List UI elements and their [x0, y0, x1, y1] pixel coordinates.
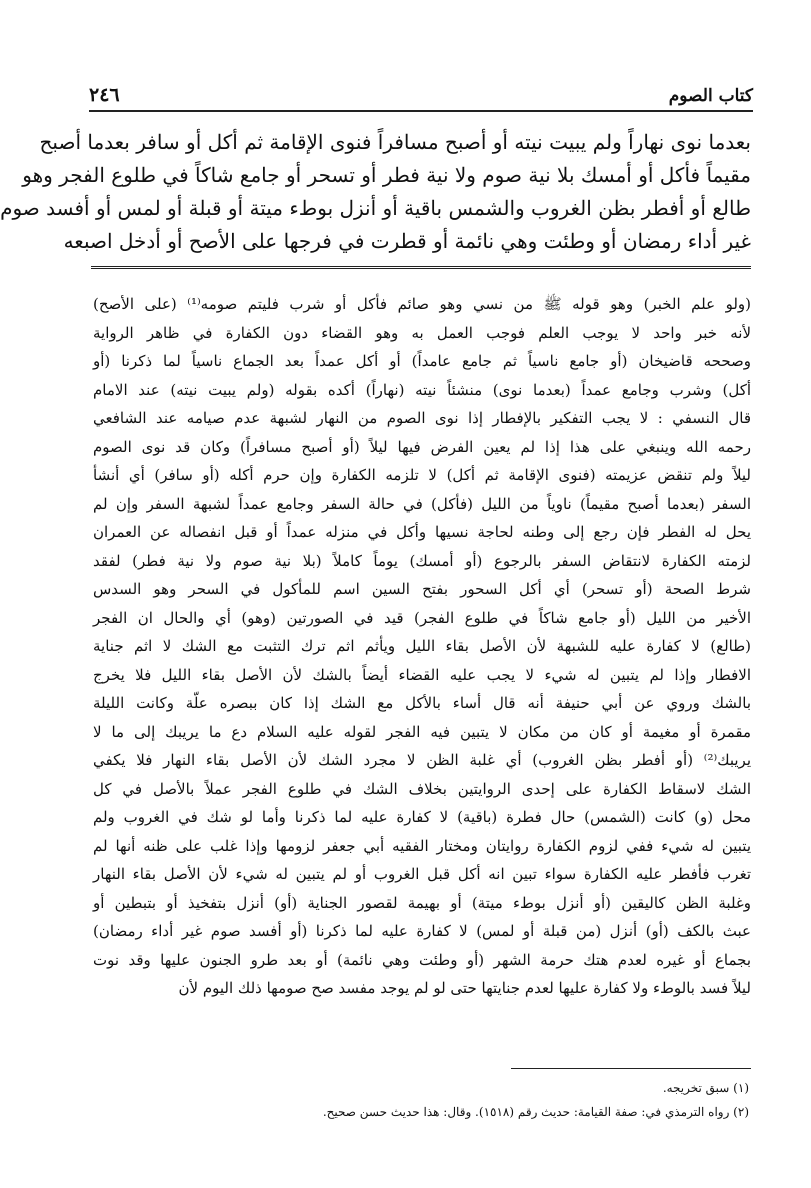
commentary-line: يتبين له شيء ففي لزوم الكفارة روايتان ومختار الفقيه أبي جعفر لزومها وإذا غلب على ظنه أنها لم	[93, 836, 751, 855]
commentary-line: يريبك⁽²⁾ (أو أفطر بظن الغروب) أي غلبة الظن لا مجرد الشك لأن الأصل بقاء النهار فلا يكفي	[93, 751, 751, 769]
commentary-line: وصححه قاضيخان (أو جامع ناسياً ثم جامع عامداً) أو أكل عمداً بعد الجماع ناسياً لما ذكرنا (أو	[93, 352, 751, 370]
commentary-line: بجماع أو غيره لعدم هتك حرمة الشهر (أو وطئت وهي نائمة) أو بعد طرو الجنون عليها وقد نوت	[93, 950, 751, 969]
matn-line: طالع أو أفطر بظن الغروب والشمس باقية أو أنزل بوطء ميتة أو قبلة أو لمس أو أفسد صوم	[0, 196, 751, 220]
matn-divider	[91, 266, 751, 269]
commentary-line: تغرب فأفطر عليه الكفارة سواء تبين انه أكل قبل الغروب أو لم يتبين له شيء لأن الأصل بقاء النهار	[93, 865, 751, 883]
commentary-line: (طالع) لا كفارة عليه للشبهة لأن الأصل بقاء الليل ويأثم اثم ترك التثبت مع الشك لا اثم جناية	[93, 637, 751, 655]
page-number: ٢٤٦	[89, 84, 120, 106]
footnote: (١) سبق تخريجه.	[662, 1081, 749, 1095]
commentary-line: قال النسفي : لا يجب التفكير بالإفطار إذا نوى الصوم من النهار لشبهة عدم صيامه عند الشافعي	[93, 409, 751, 427]
commentary-line: ليلاً فسد بالوطء ولا كفارة عليها لعدم جنايتها حتى لو لم يوجد مفسد صح صومها ذلك اليوم لأن	[178, 979, 751, 997]
page-header	[89, 72, 753, 112]
footnote: (٢) رواه الترمذي في: صفة القيامة: حديث رقم (١٥١٨). وقال: هذا حديث حسن صحيح.	[322, 1105, 749, 1119]
commentary-line: ليلاً ولم تنقض عزيمته (فنوى الإقامة ثم أكل) لا تلزمه الكفارة وإن حرم أكله (أو سافر) أي أنشأ	[93, 466, 751, 484]
commentary-text	[93, 290, 751, 1003]
commentary-line: الشك لاسقاط الكفارة على إحدى الروايتين بخلاف الشك في طلوع الفجر عملاً بالأصل في كل	[93, 779, 751, 798]
commentary-line: الأخير من الليل (أو جامع شاكاً في طلوع الفجر) قيد في الصورتين (وهو) أي والحال ان الفجر	[93, 608, 751, 627]
commentary-line: عبث بالكف (أو) أنزل (من قبلة أو لمس) لا كفارة عليه لما ذكرنا (أو أفسد صوم غير أداء رمضان)	[93, 922, 751, 940]
commentary-line: وغلبة الظن كاليقين (أو أنزل بوطء ميتة) أو بهيمة لقصور الجناية (أو) أنزل بتفخيذ أو بتبطين أو	[93, 893, 751, 912]
footnotes	[129, 1076, 749, 1124]
commentary-line: الافطار وإذا لم يتبين له شيء لا يجب عليه القضاء أيضاً بالشك لأن الأصل بقاء الليل فلا يخرج	[93, 665, 751, 684]
commentary-line: بالشك وروي عن أبي حنيفة أنه قال أساء بالأكل مع الشك إذا كان ببصره علّة وكانت الليلة	[93, 694, 751, 712]
matn-text	[0, 126, 751, 258]
commentary-line: أكل) وشرب وجامع عمداً (بعدما نوى) منشئاً نيته (نهاراً) أكده بقوله (ولم يبيت نيته) عند الامام	[93, 380, 751, 399]
commentary-line: شرط الصحة (أو تسحر) أي أكل السحور بفتح السين اسم للمأكول في السحر وهو السدس	[93, 580, 751, 598]
matn-line: مقيماً فأكل أو أمسك بلا نية صوم ولا نية فطر أو تسحر أو جامع شاكاً في طلوع الفجر وهو	[22, 163, 751, 187]
commentary-line: لزمته الكفارة لانتقاض السفر بالرجوع (أو أمسك) يوماً كاملاً (بلا نية صوم ولا نية فطر) لفقد	[93, 551, 751, 570]
commentary-line: لأنه خبر واحد لا يوجب العلم فوجب العمل به وهو القضاء دون الكفارة في ظاهر الرواية	[93, 323, 751, 342]
commentary-line: رحمه الله وينبغي على هذا إذا لم يعين الفرض فيها ليلاً (أو أصبح مسافراً) وكان قد نوى الصوم	[93, 437, 751, 456]
matn-line: بعدما نوى نهاراً ولم يبيت نيته أو أصبح مسافراً فنوى الإقامة ثم أكل أو سافر بعدما أصبح	[39, 130, 751, 154]
book-title: كتاب الصوم	[668, 86, 753, 106]
commentary-line: (ولو علم الخبر) وهو قوله ﷺ من نسي وهو صائم فأكل أو شرب فليتم صومه⁽¹⁾ (على الأصح)	[93, 295, 751, 313]
commentary-line: محل (و) كانت (الشمس) حال فطرة (باقية) لا كفارة عليه لما ذكرنا وأما لو شك في الغروب ولم	[93, 808, 751, 826]
commentary-line: السفر (بعدما أصبح مقيماً) ناوياً من الليل (فأكل) في حالة السفر وجامع عمداً لشبهة السفر وإن لم	[93, 494, 751, 513]
footnote-divider	[511, 1068, 751, 1069]
commentary-line: يحل له الفطر فإن رجع إلى وطنه لحاجة نسيها وأكل في منزله عمداً أو قبل انفصاله عن العمران	[93, 523, 751, 541]
matn-line: غير أداء رمضان أو وطئت وهي نائمة أو قطرت في فرجها على الأصح أو أدخل اصبعه	[63, 229, 751, 253]
commentary-line: مقمرة أو مغيمة أو كان من مكان لا يتبين فيه الفجر لقوله عليه السلام دع ما يريبك إلى ما لا	[93, 722, 751, 741]
